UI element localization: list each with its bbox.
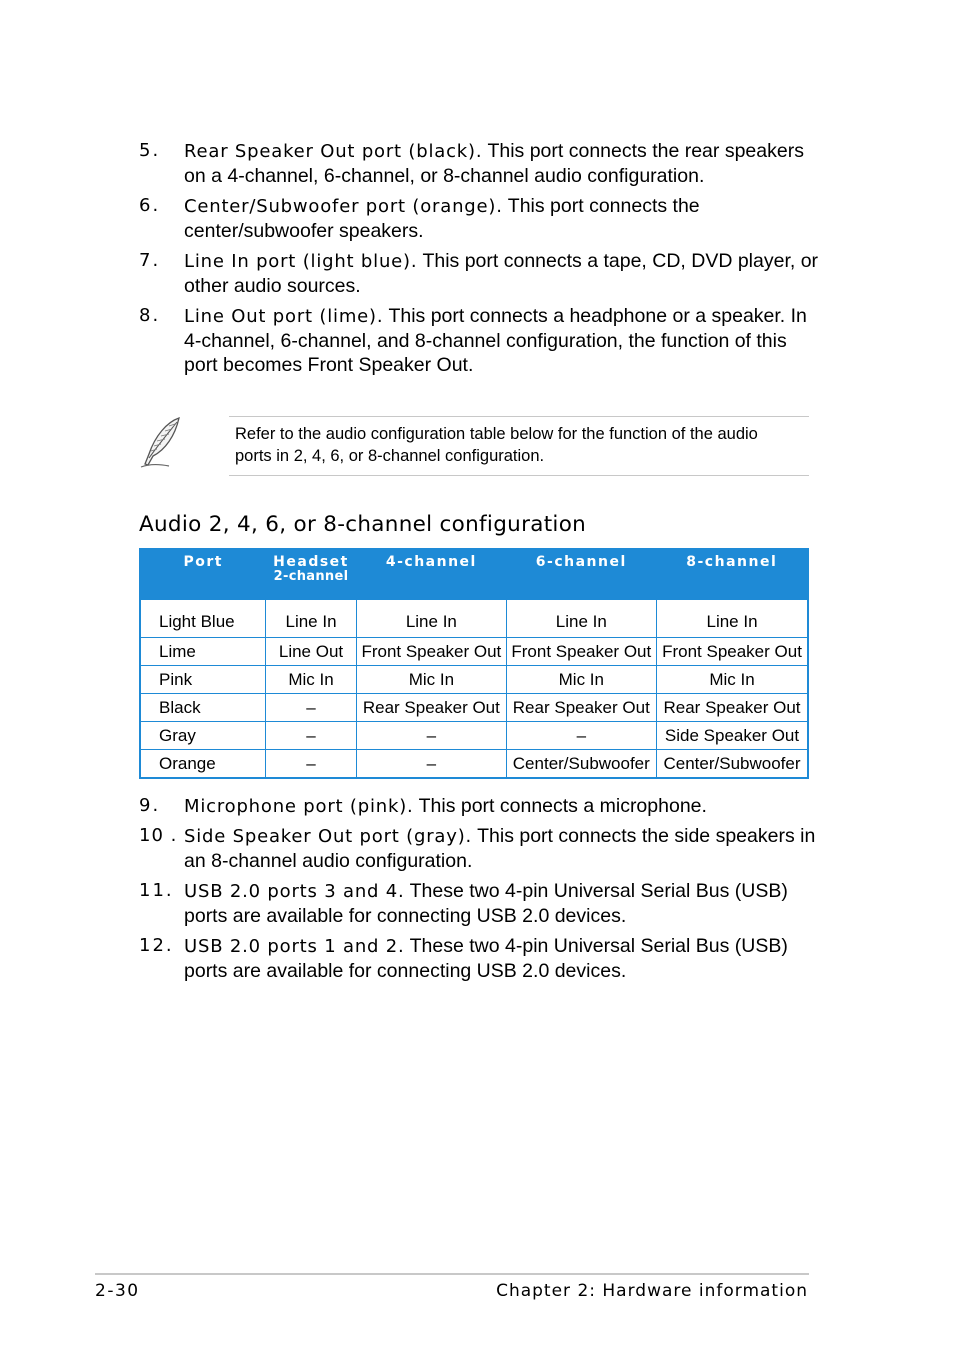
column-header-6-channel: 6-channel [506, 549, 656, 600]
item-heading: Rear Speaker Out port (black). [184, 141, 483, 162]
list-item-12 [139, 934, 819, 983]
table-row [140, 750, 808, 779]
chapter-title: Chapter 2: Hardware information [496, 1281, 808, 1301]
table-row [140, 722, 808, 750]
table-cell: Rear Speaker Out [657, 694, 808, 722]
list-item-9 [139, 794, 819, 819]
table-cell: Line In [265, 600, 356, 638]
column-header-headset: Headset 2-channel [265, 549, 356, 600]
footer-rule [95, 1273, 809, 1275]
item-heading: Side Speaker Out port (gray). [184, 826, 473, 847]
item-number: 12. [139, 935, 174, 956]
item-description: This port connects the rear speakers on a 4-channel, 6-channel, or 8-channel audio configuration. [184, 140, 804, 187]
list-item-7 [139, 249, 819, 298]
table-cell: Pink [140, 666, 265, 694]
table-cell: Rear Speaker Out [506, 694, 656, 722]
item-number: 5. [139, 140, 161, 161]
column-header-8-channel: 8-channel [657, 549, 808, 600]
table-cell: Line In [506, 600, 656, 638]
table-row [140, 600, 808, 638]
list-item-5 [139, 139, 819, 188]
note-top-rule [229, 416, 809, 417]
item-heading: Center/Subwoofer port (orange). [184, 196, 503, 217]
item-number: 10 . [139, 825, 178, 846]
table-cell: – [265, 694, 356, 722]
table-cell: – [265, 750, 356, 779]
table-cell: Orange [140, 750, 265, 779]
column-header-port: Port [140, 549, 265, 600]
table-cell: Light Blue [140, 600, 265, 638]
item-description: This port connects the center/subwoofer speakers. [184, 195, 700, 242]
list-item-10 [139, 824, 819, 873]
column-subheader: 2-channel [273, 569, 349, 584]
table-cell: Lime [140, 638, 265, 666]
table-row [140, 666, 808, 694]
table-cell: – [265, 722, 356, 750]
item-number: 9. [139, 795, 161, 816]
table-cell: Line In [657, 600, 808, 638]
item-description: This port connects a microphone. [413, 795, 707, 817]
table-cell: Front Speaker Out [506, 638, 656, 666]
column-header-4-channel: 4-channel [357, 549, 506, 600]
item-description: This port connects the side speakers in an 8-channel audio configuration. [184, 825, 816, 872]
table-cell: Mic In [357, 666, 506, 694]
item-number: 11. [139, 880, 174, 901]
table-cell: Mic In [506, 666, 656, 694]
table-cell: Line Out [265, 638, 356, 666]
list-item-8 [139, 304, 819, 377]
item-number: 8. [139, 305, 161, 326]
table-cell: – [357, 750, 506, 779]
item-number: 6. [139, 195, 161, 216]
table-cell: – [357, 722, 506, 750]
item-heading: USB 2.0 ports 1 and 2. [184, 936, 405, 957]
table-cell: Rear Speaker Out [357, 694, 506, 722]
item-heading: USB 2.0 ports 3 and 4. [184, 881, 405, 902]
note-bottom-rule [229, 475, 809, 476]
section-title: Audio 2, 4, 6, or 8-channel configuration [139, 512, 587, 537]
item-heading: Line In port (light blue). [184, 251, 418, 272]
list-item-11 [139, 879, 819, 928]
item-heading: Microphone port (pink). [184, 796, 414, 817]
feather-pen-icon [139, 414, 183, 470]
table-cell: Side Speaker Out [657, 722, 808, 750]
table-cell: Mic In [265, 666, 356, 694]
table-cell: Black [140, 694, 265, 722]
item-heading: Line Out port (lime). [184, 306, 384, 327]
note-box [139, 412, 809, 478]
table-cell: Center/Subwoofer [657, 750, 808, 779]
item-description: This port connects a tape, CD, DVD player, or other audio sources. [184, 250, 819, 297]
table-cell: Line In [357, 600, 506, 638]
list-item-6 [139, 194, 819, 243]
table-header-row [140, 549, 808, 600]
item-description: These two 4-pin Universal Serial Bus (USB) ports are available for connecting USB 2.0 devices. [184, 880, 788, 927]
audio-config-table [139, 548, 809, 779]
page-number: 2-30 [95, 1281, 140, 1301]
table-cell: Front Speaker Out [357, 638, 506, 666]
table-cell: Gray [140, 722, 265, 750]
table-row [140, 638, 808, 666]
item-description: This port connects a headphone or a speaker. In 4-channel, 6-channel, and 8-channel configuration, the function of this port becomes Front Speaker Out. [184, 305, 807, 376]
item-description: These two 4-pin Universal Serial Bus (USB) ports are available for connecting USB 2.0 devices. [184, 935, 788, 982]
item-number: 7. [139, 250, 161, 271]
table-cell: Mic In [657, 666, 808, 694]
table-cell: – [506, 722, 656, 750]
table-row [140, 694, 808, 722]
table-cell: Center/Subwoofer [506, 750, 656, 779]
table-cell: Front Speaker Out [657, 638, 808, 666]
note-text: Refer to the audio configuration table below for the function of the audio ports in 2, 4, 6, or 8-channel configuration. [235, 425, 758, 465]
